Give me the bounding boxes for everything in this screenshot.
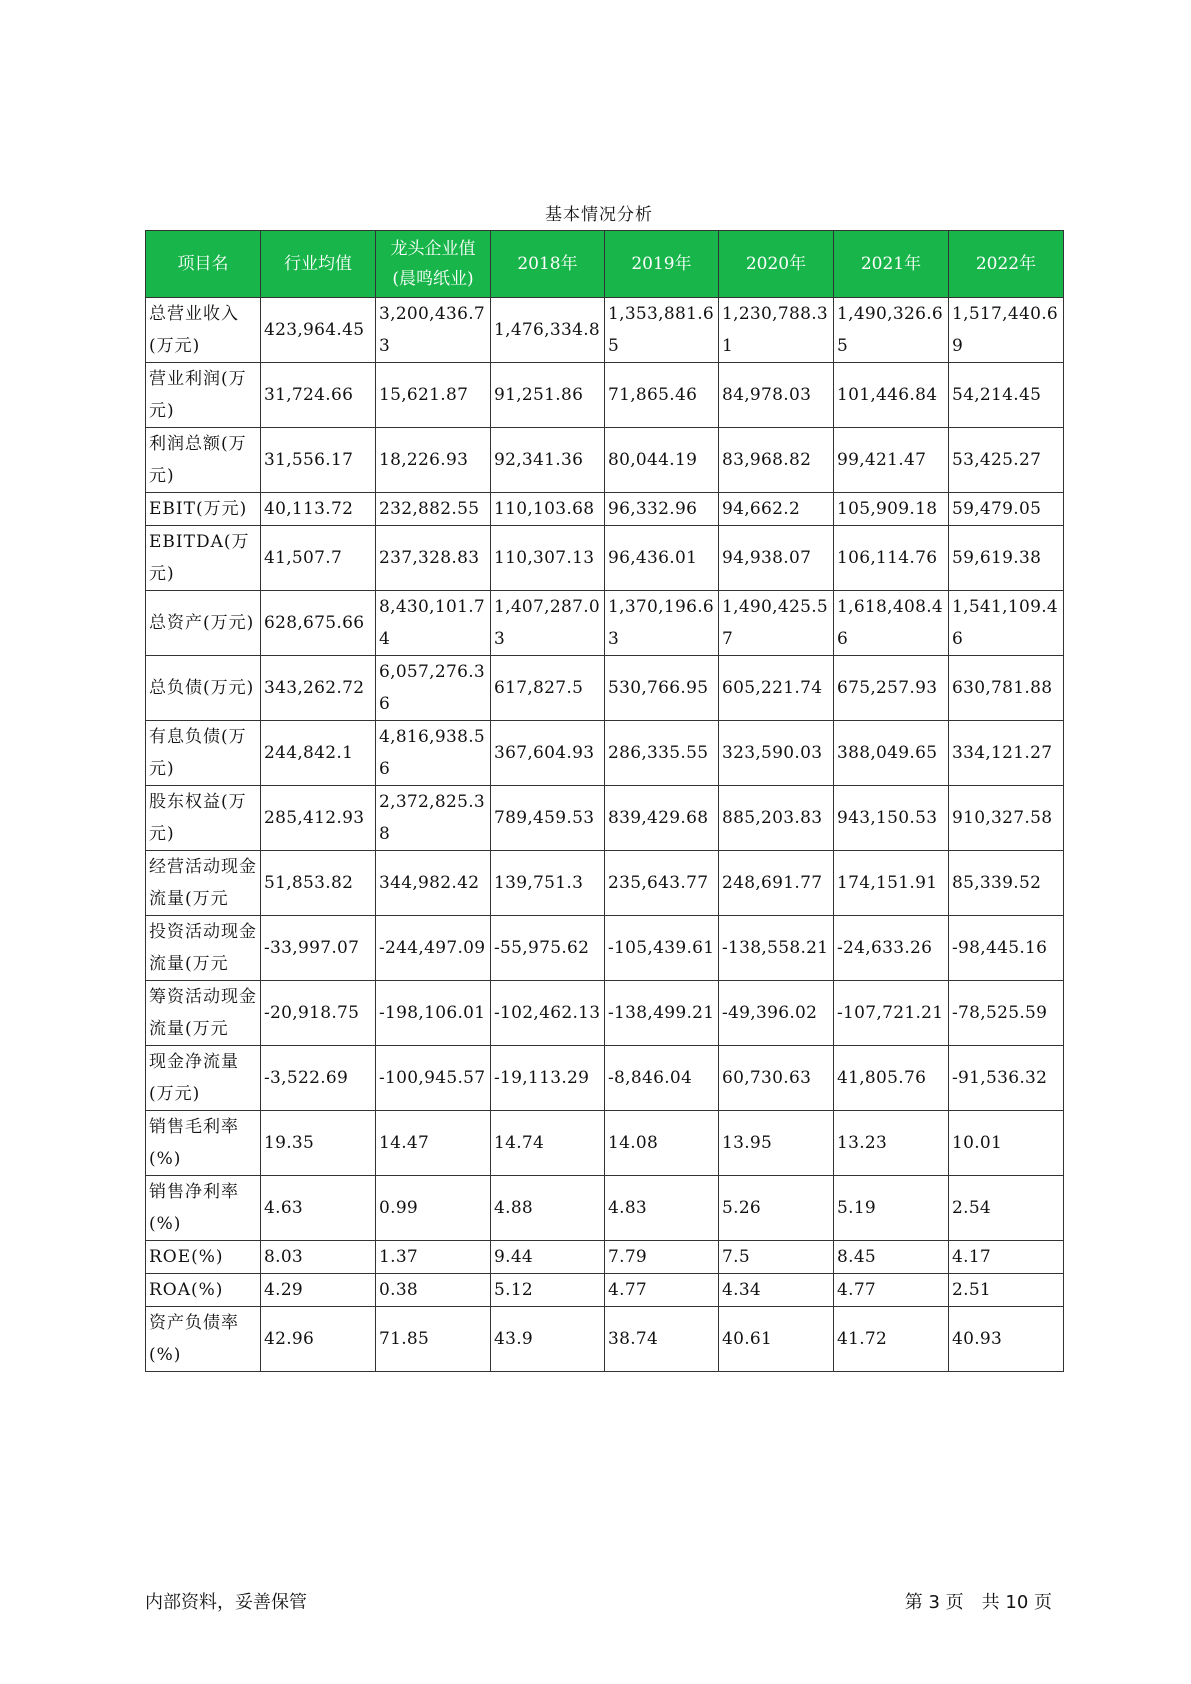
table-cell: 60,730.63 xyxy=(719,1046,834,1111)
table-cell: 4.29 xyxy=(261,1274,376,1307)
table-cell: 5.19 xyxy=(834,1176,949,1241)
table-cell: 423,964.45 xyxy=(261,298,376,363)
table-cell: 13.95 xyxy=(719,1111,834,1176)
table-cell: 41,507.7 xyxy=(261,526,376,591)
table-cell: 1,353,881.65 xyxy=(605,298,719,363)
table-cell: 84,978.03 xyxy=(719,363,834,428)
row-label: 股东权益(万元) xyxy=(146,786,261,851)
table-cell: 43.9 xyxy=(491,1307,605,1372)
table-row xyxy=(146,298,1064,363)
table-row xyxy=(146,1241,1064,1274)
table-cell: 1,370,196.63 xyxy=(605,591,719,656)
table-cell: 617,827.5 xyxy=(491,656,605,721)
table-cell: 248,691.77 xyxy=(719,851,834,916)
table-row xyxy=(146,721,1064,786)
table-cell: 885,203.83 xyxy=(719,786,834,851)
table-cell: 94,662.2 xyxy=(719,493,834,526)
table-cell: -3,522.69 xyxy=(261,1046,376,1111)
table-cell: -138,558.21 xyxy=(719,916,834,981)
table-cell: 71,865.46 xyxy=(605,363,719,428)
table-cell: 1,517,440.69 xyxy=(949,298,1064,363)
table-cell: 1,230,788.31 xyxy=(719,298,834,363)
table-row xyxy=(146,1176,1064,1241)
table-cell: -49,396.02 xyxy=(719,981,834,1046)
table-cell: 237,328.83 xyxy=(376,526,491,591)
table-cell: -100,945.57 xyxy=(376,1046,491,1111)
table-cell: 4.17 xyxy=(949,1241,1064,1274)
table-cell: 85,339.52 xyxy=(949,851,1064,916)
table-cell: 174,151.91 xyxy=(834,851,949,916)
table-cell: -107,721.21 xyxy=(834,981,949,1046)
table-row xyxy=(146,1307,1064,1372)
table-cell: 6,057,276.36 xyxy=(376,656,491,721)
table-cell: 4.88 xyxy=(491,1176,605,1241)
table-cell: 8.03 xyxy=(261,1241,376,1274)
table-row xyxy=(146,851,1064,916)
table-cell: 630,781.88 xyxy=(949,656,1064,721)
column-header: 2020年 xyxy=(719,231,834,298)
table-cell: 286,335.55 xyxy=(605,721,719,786)
table-cell: 8,430,101.74 xyxy=(376,591,491,656)
table-cell: 1.37 xyxy=(376,1241,491,1274)
table-row xyxy=(146,1046,1064,1111)
footer-page-number: 第 3 页 共 10 页 xyxy=(904,1592,1052,1613)
table-cell: 244,842.1 xyxy=(261,721,376,786)
table-cell: 15,621.87 xyxy=(376,363,491,428)
table-cell: -91,536.32 xyxy=(949,1046,1064,1111)
row-label: 经营活动现金流量(万元 xyxy=(146,851,261,916)
table-cell: -244,497.09 xyxy=(376,916,491,981)
row-label: 资产负债率(%) xyxy=(146,1307,261,1372)
table-row xyxy=(146,493,1064,526)
table-row xyxy=(146,428,1064,493)
table-cell: 13.23 xyxy=(834,1111,949,1176)
table-cell: 5.12 xyxy=(491,1274,605,1307)
table-cell: -198,106.01 xyxy=(376,981,491,1046)
table-cell: 59,479.05 xyxy=(949,493,1064,526)
row-label: EBITDA(万元) xyxy=(146,526,261,591)
table-cell: 14.47 xyxy=(376,1111,491,1176)
table-row xyxy=(146,363,1064,428)
table-cell: 2.54 xyxy=(949,1176,1064,1241)
table-cell: 4.34 xyxy=(719,1274,834,1307)
row-label: EBIT(万元) xyxy=(146,493,261,526)
table-cell: 41,805.76 xyxy=(834,1046,949,1111)
column-header: 2021年 xyxy=(834,231,949,298)
column-header: 项目名 xyxy=(146,231,261,298)
table-cell: 1,490,425.57 xyxy=(719,591,834,656)
column-header: 2018年 xyxy=(491,231,605,298)
table-cell: 96,436.01 xyxy=(605,526,719,591)
table-cell: -138,499.21 xyxy=(605,981,719,1046)
table-cell: 1,407,287.03 xyxy=(491,591,605,656)
table-cell: 53,425.27 xyxy=(949,428,1064,493)
table-cell: 4,816,938.56 xyxy=(376,721,491,786)
table-cell: 235,643.77 xyxy=(605,851,719,916)
table-row xyxy=(146,591,1064,656)
table-caption: 基本情况分析 xyxy=(545,205,653,225)
table-cell: 18,226.93 xyxy=(376,428,491,493)
row-label: 筹资活动现金流量(万元 xyxy=(146,981,261,1046)
table-cell: 7.79 xyxy=(605,1241,719,1274)
row-label: 现金净流量(万元) xyxy=(146,1046,261,1111)
table-cell: -8,846.04 xyxy=(605,1046,719,1111)
table-cell: 2,372,825.38 xyxy=(376,786,491,851)
table-row xyxy=(146,981,1064,1046)
table-cell: 1,541,109.46 xyxy=(949,591,1064,656)
financial-table xyxy=(145,230,1064,1372)
table-cell: 530,766.95 xyxy=(605,656,719,721)
table-cell: 334,121.27 xyxy=(949,721,1064,786)
table-row xyxy=(146,526,1064,591)
row-label: 销售净利率(%) xyxy=(146,1176,261,1241)
table-cell: 910,327.58 xyxy=(949,786,1064,851)
table-cell: 71.85 xyxy=(376,1307,491,1372)
row-label: 销售毛利率(%) xyxy=(146,1111,261,1176)
table-cell: 106,114.76 xyxy=(834,526,949,591)
row-label: 营业利润(万元) xyxy=(146,363,261,428)
table-cell: 40.61 xyxy=(719,1307,834,1372)
column-header: 2019年 xyxy=(605,231,719,298)
table-cell: -105,439.61 xyxy=(605,916,719,981)
table-cell: -19,113.29 xyxy=(491,1046,605,1111)
table-cell: 1,618,408.46 xyxy=(834,591,949,656)
table-cell: 388,049.65 xyxy=(834,721,949,786)
table-cell: 14.74 xyxy=(491,1111,605,1176)
table-cell: 9.44 xyxy=(491,1241,605,1274)
table-cell: 10.01 xyxy=(949,1111,1064,1176)
table-cell: 323,590.03 xyxy=(719,721,834,786)
table-cell: 91,251.86 xyxy=(491,363,605,428)
table-cell: 40.93 xyxy=(949,1307,1064,1372)
table-cell: 83,968.82 xyxy=(719,428,834,493)
table-cell: 31,724.66 xyxy=(261,363,376,428)
table-cell: -20,918.75 xyxy=(261,981,376,1046)
table-row xyxy=(146,786,1064,851)
table-cell: 675,257.93 xyxy=(834,656,949,721)
table-cell: 80,044.19 xyxy=(605,428,719,493)
table-cell: 7.5 xyxy=(719,1241,834,1274)
row-label: 投资活动现金流量(万元 xyxy=(146,916,261,981)
footer-confidential: 内部资料，妥善保管 xyxy=(145,1592,307,1613)
table-cell: -33,997.07 xyxy=(261,916,376,981)
column-header: 行业均值 xyxy=(261,231,376,298)
table-row xyxy=(146,916,1064,981)
table-cell: 2.51 xyxy=(949,1274,1064,1307)
table-cell: 41.72 xyxy=(834,1307,949,1372)
table-cell: 343,262.72 xyxy=(261,656,376,721)
table-cell: 4.83 xyxy=(605,1176,719,1241)
table-cell: 285,412.93 xyxy=(261,786,376,851)
table-cell: 789,459.53 xyxy=(491,786,605,851)
table-cell: 1,490,326.65 xyxy=(834,298,949,363)
table-row xyxy=(146,1111,1064,1176)
table-cell: 139,751.3 xyxy=(491,851,605,916)
table-cell: 5.26 xyxy=(719,1176,834,1241)
table-cell: 40,113.72 xyxy=(261,493,376,526)
row-label: ROE(%) xyxy=(146,1241,261,1274)
row-label: 总资产(万元) xyxy=(146,591,261,656)
table-cell: 605,221.74 xyxy=(719,656,834,721)
row-label: 总营业收入(万元) xyxy=(146,298,261,363)
table-cell: -78,525.59 xyxy=(949,981,1064,1046)
table-cell: 96,332.96 xyxy=(605,493,719,526)
table-cell: 110,307.13 xyxy=(491,526,605,591)
table-header-row xyxy=(146,231,1064,298)
table-cell: 4.77 xyxy=(605,1274,719,1307)
table-cell: 367,604.93 xyxy=(491,721,605,786)
row-label: ROA(%) xyxy=(146,1274,261,1307)
table-cell: 943,150.53 xyxy=(834,786,949,851)
table-cell: 51,853.82 xyxy=(261,851,376,916)
column-header: 龙头企业值(晨鸣纸业) xyxy=(376,231,491,298)
table-cell: 59,619.38 xyxy=(949,526,1064,591)
table-cell: -55,975.62 xyxy=(491,916,605,981)
table-cell: 110,103.68 xyxy=(491,493,605,526)
table-cell: 4.77 xyxy=(834,1274,949,1307)
table-cell: -24,633.26 xyxy=(834,916,949,981)
table-cell: 19.35 xyxy=(261,1111,376,1176)
row-label: 利润总额(万元) xyxy=(146,428,261,493)
table-cell: 99,421.47 xyxy=(834,428,949,493)
table-cell: 38.74 xyxy=(605,1307,719,1372)
table-cell: 94,938.07 xyxy=(719,526,834,591)
table-cell: 31,556.17 xyxy=(261,428,376,493)
table-cell: 1,476,334.8 xyxy=(491,298,605,363)
table-cell: 0.99 xyxy=(376,1176,491,1241)
table-cell: 0.38 xyxy=(376,1274,491,1307)
table-cell: 3,200,436.73 xyxy=(376,298,491,363)
row-label: 总负债(万元) xyxy=(146,656,261,721)
table-row xyxy=(146,656,1064,721)
table-cell: 839,429.68 xyxy=(605,786,719,851)
table-cell: 232,882.55 xyxy=(376,493,491,526)
table-cell: -98,445.16 xyxy=(949,916,1064,981)
table-cell: 344,982.42 xyxy=(376,851,491,916)
table-cell: 14.08 xyxy=(605,1111,719,1176)
column-header: 2022年 xyxy=(949,231,1064,298)
table-cell: -102,462.13 xyxy=(491,981,605,1046)
table-cell: 8.45 xyxy=(834,1241,949,1274)
table-row xyxy=(146,1274,1064,1307)
table-cell: 4.63 xyxy=(261,1176,376,1241)
table-cell: 101,446.84 xyxy=(834,363,949,428)
row-label: 有息负债(万元) xyxy=(146,721,261,786)
table-cell: 628,675.66 xyxy=(261,591,376,656)
table-cell: 105,909.18 xyxy=(834,493,949,526)
table-cell: 92,341.36 xyxy=(491,428,605,493)
table-cell: 54,214.45 xyxy=(949,363,1064,428)
table-cell: 42.96 xyxy=(261,1307,376,1372)
